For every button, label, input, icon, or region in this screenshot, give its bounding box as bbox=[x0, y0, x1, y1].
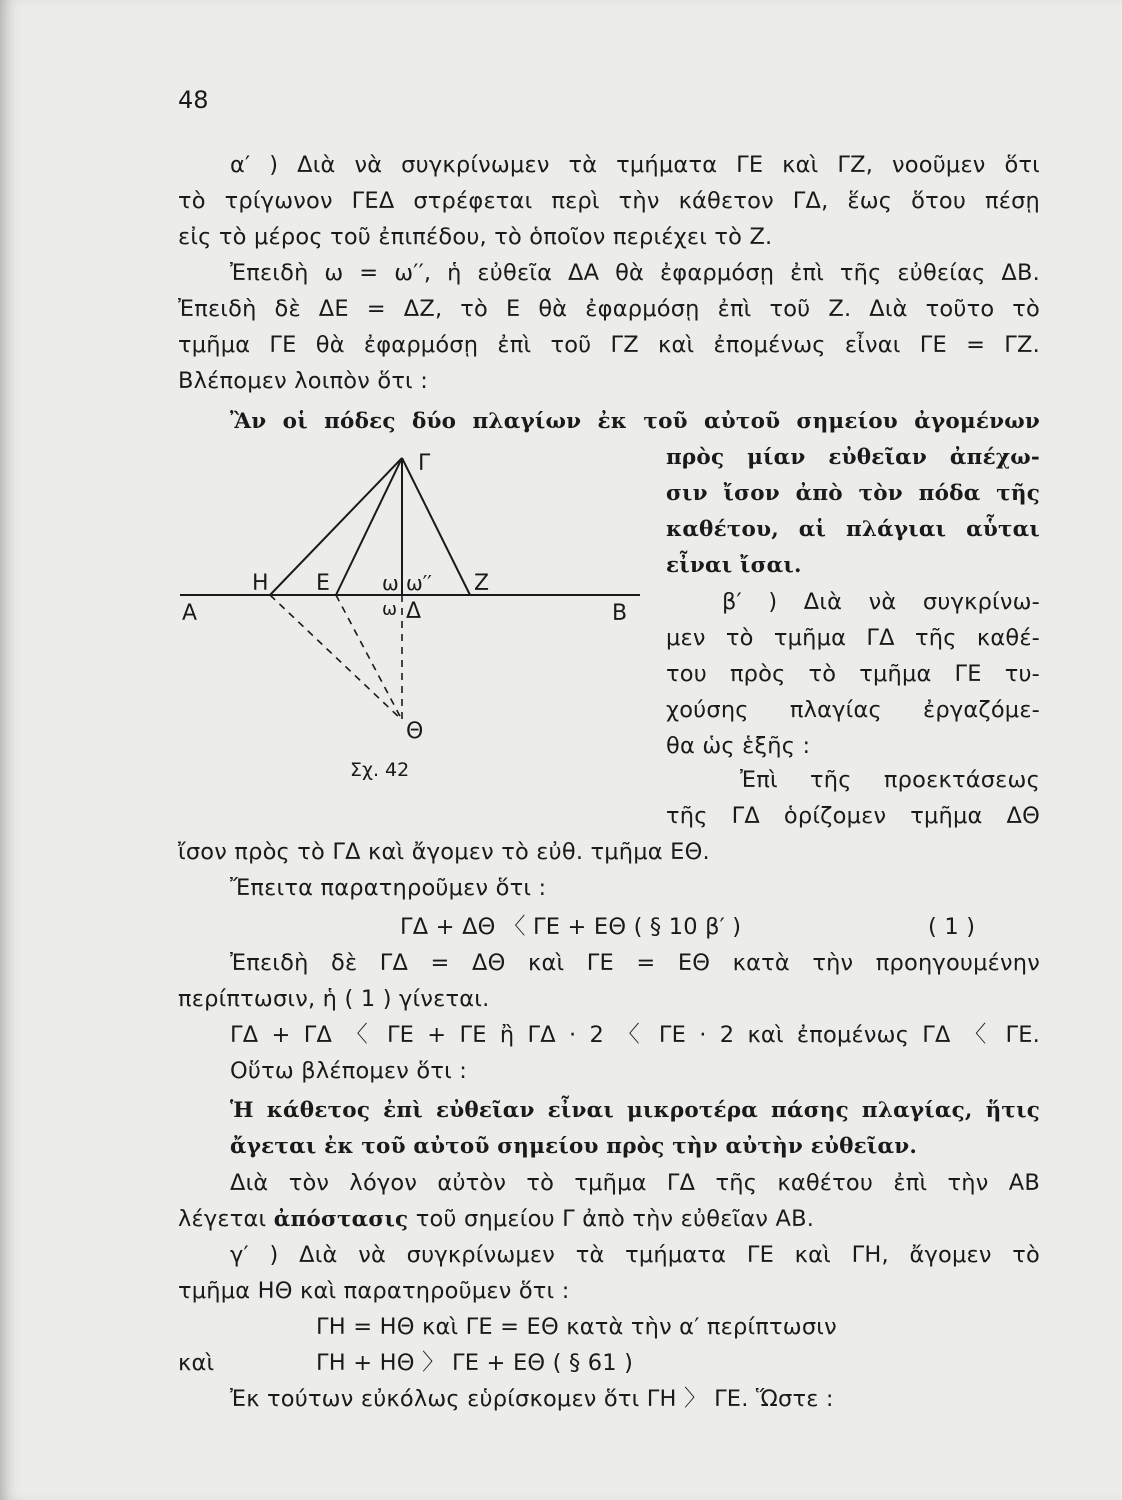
text-span: τοῦ σημείου Γ ἀπὸ τὴν εὐθεῖαν ΑΒ. bbox=[415, 1206, 815, 1232]
text-line: Ἐπειδὴ δὲ ΓΔ = ΔΘ καὶ ΓΕ = ΕΘ κατὰ τὴν προηγουμένην bbox=[230, 950, 1040, 976]
label-epsilon: Ε bbox=[316, 571, 330, 596]
text-line: Διὰ τὸν λόγον αὐτὸν τὸ τμῆμα ΓΔ τῆς καθέτου ἐπὶ τὴν ΑΒ bbox=[230, 1170, 1040, 1196]
text-line: α′ ) Διὰ νὰ συγκρίνωμεν τὰ τμήματα ΓΕ καὶ ΓΖ, νοοῦμεν ὅτι bbox=[230, 152, 1040, 178]
equation-1: ΓΔ + ΔΘ 〈 ΓΕ + ΕΘ ( § 10 β′ ) bbox=[400, 914, 742, 940]
text-line: ἴσον πρὸς τὸ ΓΔ καὶ ἄγομεν τὸ εὐθ. τμῆμα ΕΘ. bbox=[178, 839, 710, 865]
theorem-line: Ἂν οἱ πόδες δύο πλαγίων ἐκ τοῦ αὐτοῦ σημείου ἀγομένων bbox=[230, 409, 1040, 434]
text-line bbox=[178, 1204, 814, 1235]
page-number: 48 bbox=[178, 86, 209, 114]
label-omega: ω bbox=[382, 571, 399, 595]
text-line: Ἐπειδὴ δὲ ΔΕ = ΔΖ, τὸ Ε θὰ ἐφαρμόσῃ ἐπὶ τοῦ Ζ. Διὰ τοῦτο τὸ bbox=[178, 296, 1040, 322]
text-line: Βλέπομεν λοιπὸν ὅτι : bbox=[178, 368, 429, 394]
equation-2: ΓΔ + ΓΔ 〈 ΓΕ + ΓΕ ἢ ΓΔ · 2 〈 ΓΕ · 2 καὶ ἐπομένως ΓΔ 〈 ΓΕ. bbox=[230, 1022, 1040, 1048]
text-span: λέγεται bbox=[178, 1206, 267, 1232]
theorem-line: εἶναι ἴσαι. bbox=[666, 553, 802, 578]
bold-term: ἀπόστασις bbox=[273, 1207, 409, 1232]
text-line: του πρὸς τὸ τμῆμα ΓΕ τυ- bbox=[666, 661, 1040, 687]
text-line: Ἐπειδὴ ω = ω′′, ἡ εὐθεῖα ΔΑ θὰ ἐφαρμόσῃ ἐπὶ τῆς εὐθείας ΔΒ. bbox=[230, 260, 1040, 286]
text-line: γ′ ) Διὰ νὰ συγκρίνωμεν τὰ τμήματα ΓΕ καὶ ΓΗ, ἄγομεν τὸ bbox=[230, 1242, 1040, 1268]
text-line: περίπτωσιν, ἡ ( 1 ) γίνεται. bbox=[178, 986, 490, 1012]
text-line: μεν τὸ τμῆμα ΓΔ τῆς καθέ- bbox=[666, 625, 1040, 651]
text-line: Ἐκ τούτων εὐκόλως εὑρίσκομεν ὅτι ΓΗ 〉 ΓΕ. Ὥστε : bbox=[230, 1386, 834, 1412]
label-omega-prime: ω bbox=[382, 599, 398, 620]
label-theta: Θ bbox=[406, 719, 424, 744]
label-beta: Β bbox=[612, 601, 628, 626]
text-line: τμῆμα ΗΘ καὶ παρατηροῦμεν ὅτι : bbox=[178, 1278, 570, 1304]
label-gamma: Γ bbox=[418, 451, 431, 476]
text-line: Ἔπειτα παρατηροῦμεν ὅτι : bbox=[230, 875, 547, 901]
theorem-line: ἄγεται ἐκ τοῦ αὐτοῦ σημείου πρὸς τὴν αὐτὴν εὐθεῖαν. bbox=[230, 1134, 918, 1159]
label-alpha: Α bbox=[182, 601, 198, 626]
text-line: Ἐπὶ τῆς προεκτάσεως bbox=[740, 767, 1040, 793]
theorem-line: πρὸς μίαν εὐθεῖαν ἀπέχω- bbox=[666, 445, 1040, 470]
label-zeta: Ζ bbox=[474, 571, 490, 596]
label-eta: Η bbox=[252, 571, 269, 596]
text-line: τῆς ΓΔ ὁρίζομεν τμῆμα ΔΘ bbox=[666, 803, 1040, 829]
equation-4: ΓΗ + ΗΘ 〉 ΓΕ + ΕΘ ( § 61 ) bbox=[316, 1350, 634, 1376]
text-line: β′ ) Διὰ νὰ συγκρίνω- bbox=[722, 589, 1040, 615]
text-line: καὶ bbox=[178, 1350, 215, 1376]
label-omega-double: ω′′ bbox=[406, 571, 432, 595]
text-line: τὸ τρίγωνον ΓΕΔ στρέφεται περὶ τὴν κάθετον ΓΔ, ἕως ὅτου πέσῃ bbox=[178, 188, 1040, 214]
figure-42 bbox=[178, 440, 648, 790]
text-line: χούσης πλαγίας ἐργαζόμε- bbox=[666, 697, 1040, 723]
text-line: Οὕτω βλέπομεν ὅτι : bbox=[230, 1058, 468, 1084]
theorem-line: σιν ἴσον ἀπὸ τὸν πόδα τῆς bbox=[666, 481, 1040, 506]
figure-caption: Σχ. 42 bbox=[350, 759, 410, 781]
text-line: εἰς τὸ μέρος τοῦ ἐπιπέδου, τὸ ὁποῖον περιέχει τὸ Ζ. bbox=[178, 224, 773, 250]
theorem-line: Ἡ κάθετος ἐπὶ εὐθεῖαν εἶναι μικροτέρα πάσης πλαγίας, ἥτις bbox=[230, 1098, 1040, 1123]
label-delta: Δ bbox=[406, 599, 422, 624]
text-line: τμῆμα ΓΕ θὰ ἐφαρμόσῃ ἐπὶ τοῦ ΓΖ καὶ ἐπομένως εἶναι ΓΕ = ΓΖ. bbox=[178, 332, 1040, 358]
theorem-line: καθέτου, αἱ πλάγιαι αὗται bbox=[666, 517, 1040, 542]
equation-number: ( 1 ) bbox=[928, 914, 976, 940]
text-line: θα ὡς ἑξῆς : bbox=[666, 733, 811, 759]
equation-3: ΓΗ = ΗΘ καὶ ΓΕ = ΕΘ κατὰ τὴν α′ περίπτωσιν bbox=[316, 1314, 837, 1340]
